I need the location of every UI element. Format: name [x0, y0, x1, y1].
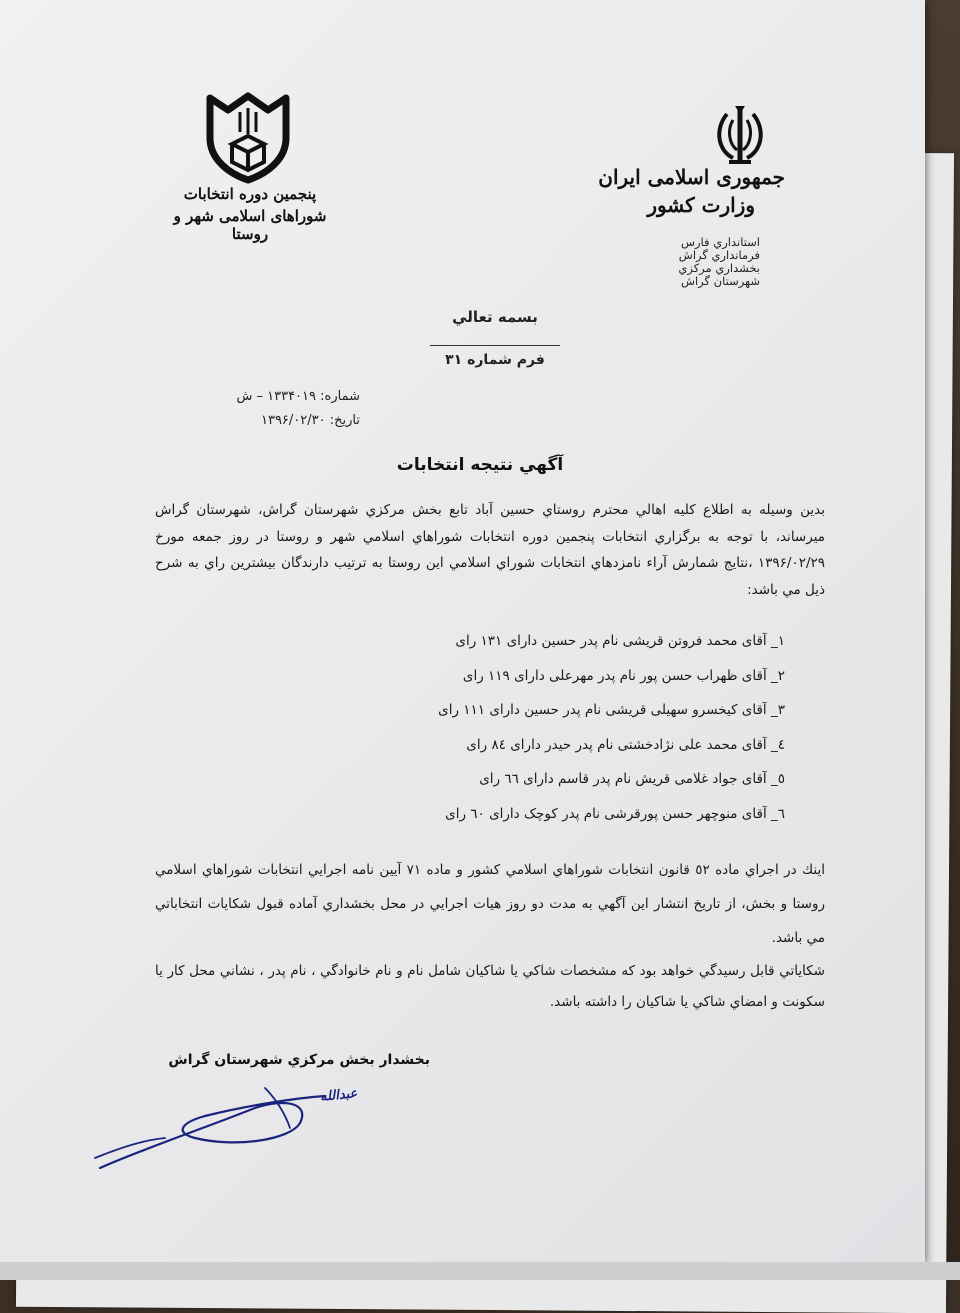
list-item: ٤_ آقای محمد علی نژادخشتی نام پدر حیدر دارای ۸٤ رای — [466, 736, 785, 753]
date-label: تاريخ: — [329, 413, 360, 428]
list-item: ۲_ آقای ظهراب حسن پور نام پدر مهرعلی دارای ۱۱۹ رای — [462, 667, 785, 684]
election-line-1: پنجمین دوره انتخابات — [183, 185, 317, 203]
number-value: ۱۳۳۴۰۱۹ – ش — [236, 389, 317, 404]
divider — [430, 345, 560, 346]
list-item: ۱_ آقای محمد فروتن قریشی نام پدر حسین دارای ۱۳۱ رای — [455, 633, 785, 649]
page-bottom-edge — [0, 1262, 960, 1280]
intro-paragraph: بدين وسيله به اطلاع كليه اهالي محترم روستاي حسين آباد تابع بخش مركزي شهرستان گراش، شهرستان گراش ميرساند، با توجه به برگزاري انتخابات پنجمين دوره انتخابات شوراهاي اسلامي شهر و روستا در روز جمعه مورخ ۱۳۹۶/۰۲/۲۹ ،نتايج شمارش آراء نامزدهاي انتخابات شوراي اسلامي اين روستا به ترتيب دارندگان بيشترين راي به شرح ذيل مي باشد: — [155, 502, 825, 598]
election-logo-icon — [200, 88, 296, 184]
page-title: آگهي نتيجه انتخابات — [396, 455, 564, 475]
form-number: فرم شماره ۳۱ — [445, 352, 545, 368]
office-line: فرمانداري گراش — [678, 248, 760, 262]
signature-name: عبدالله — [319, 1086, 359, 1105]
office-line: شهرستان گراش — [680, 274, 760, 288]
complaint-conditions-paragraph: شكاياتي قابل رسيدگي خواهد بود كه مشخصات شاكي يا شاكيان شامل نام و نام خانوادگي ، نام پدر ، نشاني محل كار يا سكونت و امضاي شاكي يا شاكيان را داشته باشد. — [155, 963, 825, 1010]
ministry-line-2: وزارت کشور — [647, 193, 755, 217]
signer-title: بخشدار بخش مركزي شهرستان گراش — [168, 1052, 430, 1068]
handwritten-signature — [85, 1068, 415, 1178]
complaint-paragraph: اينك در اجراي ماده ٥۲ قانون انتخابات شوراهاي اسلامي كشور و ماده ۷۱ آيين نامه اجرايي انتخابات شوراهاي اسلامي روستا و بخش، از تاريخ انتشار اين آگهي به مدت دو روز هيات اجرايي در محل بخشداري آماده قبول شكايات انتخاباتي مي باشد. — [155, 862, 825, 946]
number-line — [215, 385, 360, 409]
list-item: ٦_ آقای منوچهر حسن پورقرشی نام پدر کوچک دارای ٦۰ رای — [445, 805, 785, 822]
sub-offices — [678, 236, 760, 288]
candidate-list — [285, 624, 785, 831]
date-line — [215, 409, 360, 433]
letter-meta — [215, 385, 360, 433]
election-header — [170, 185, 330, 243]
list-item: ٥_ آقای جواد غلامی قریش نام پدر قاسم دارای ٦٦ رای — [479, 771, 785, 787]
ministry-line-1: جمهوری اسلامی ایران — [598, 165, 785, 189]
bismillah: بسمه تعالي — [452, 308, 538, 326]
election-line-2: شوراهای اسلامی شهر و روستا — [173, 207, 327, 243]
date-value: ۱۳۹۶/۰۲/۳۰ — [260, 413, 326, 428]
office-line: استانداري فارس — [680, 235, 760, 249]
number-label: شماره: — [320, 389, 360, 404]
list-item: ۳_ آقای کیخسرو سهیلی قریشی نام پدر حسین دارای ۱۱۱ رای — [438, 702, 785, 718]
office-line: بخشداري مركزي — [678, 261, 760, 275]
iran-emblem-icon — [705, 100, 775, 170]
ministry-header — [598, 165, 785, 217]
